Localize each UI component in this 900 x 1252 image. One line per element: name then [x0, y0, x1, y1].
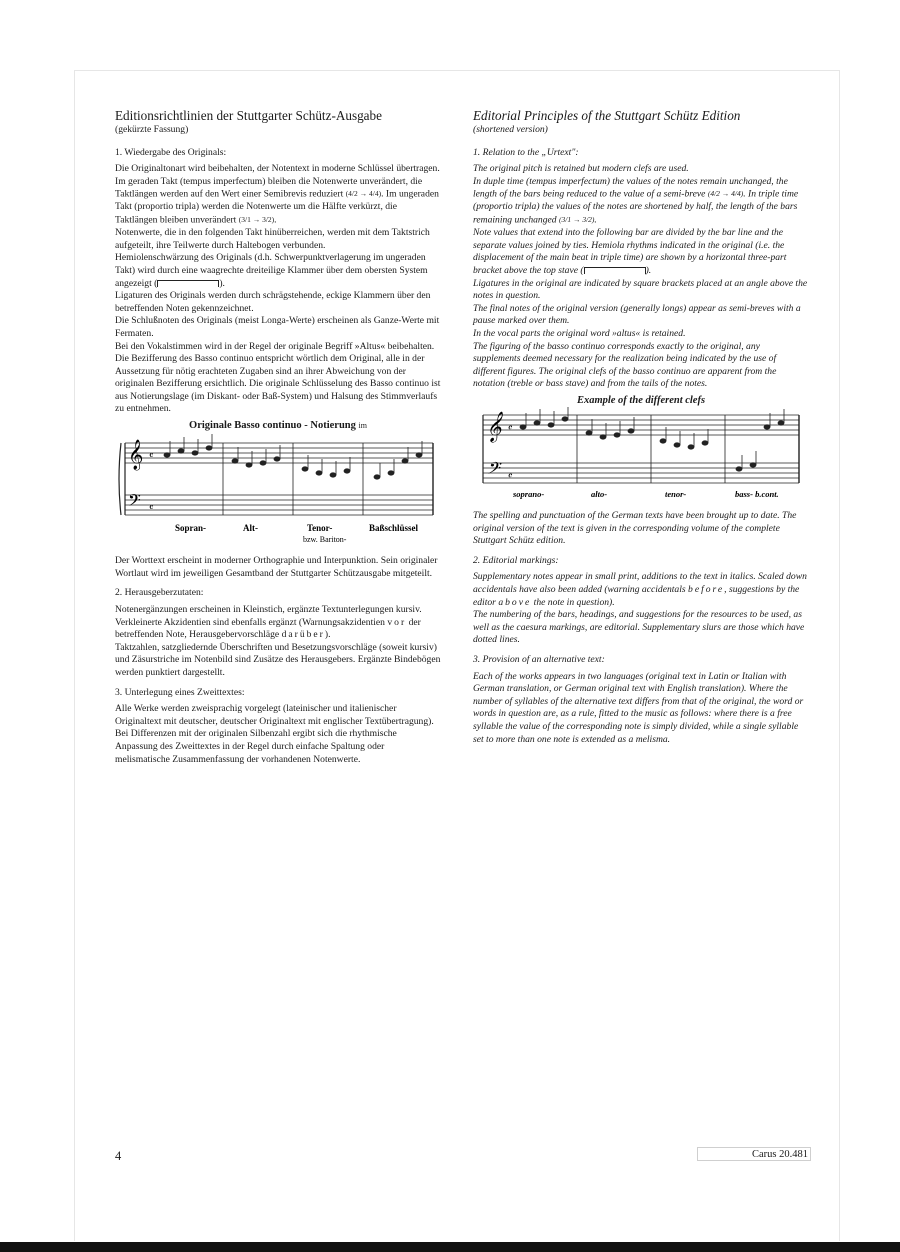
english-section-1-heading: 1. Relation to the „Urtext":	[473, 146, 579, 158]
german-paragraph: Hemiolenschwärzung des Originals (d.h. Schwerpunktverlagerung im ungeraden Takt) wird durch eine waagrechte dreiteilige Klammer über dem obersten System angezeigt ( ).	[115, 252, 428, 289]
english-paragraph: The numbering of the bars, headings, and suggestions for the resources to be used, as well as the caesura markings, are editorial. Supplementary slurs are those which have dotted lines.	[473, 609, 805, 646]
english-paragraph: Ligatures in the original are indicated by square brackets placed at an angle above the notes in question.	[473, 277, 808, 302]
svg-text:𝄴: 𝄴	[149, 450, 154, 462]
svg-text:𝄴: 𝄴	[507, 471, 512, 483]
duple-fraction: (4/2 → 4/4)	[707, 189, 744, 199]
english-text: Note values that extend into the following bar are divided by the bar line and the separate values joined by ties. Hemiola rhythms indicated in the original (i.e. the displacement of the main beat in triple time) are shown by a horizontal three-part bracket above the top stave (	[473, 227, 787, 276]
english-paragraph: Note values that extend into the following bar are divided by the bar line and the separate values joined by ties. Hemiola rhythms indicated in the original (i.e. the displacement of the main beat in triple time) are shown by a horizontal three-part bracket above the top stave ( ).	[473, 227, 787, 276]
spaced-word-darueber: darüber	[281, 629, 325, 641]
english-section-2-heading: 2. Editorial markings:	[473, 554, 559, 566]
german-paragraph	[115, 604, 441, 642]
german-paragraph: Notenwerte, die in den folgenden Takt hinüberreichen, werden mit dem Taktstrich aufgeteilt, ihre Teilwerte durch Haltebogen verbunden.	[115, 227, 430, 251]
duple-fraction: (4/2 → 4/4)	[345, 189, 382, 199]
english-paragraph: The final notes of the original version (generally longs) appear as semi-breves with a pause marked over them.	[473, 302, 801, 327]
label-bassschluessel: Baßschlüssel	[369, 522, 419, 533]
caption-text: Originale Basso continuo - Notierung	[189, 420, 356, 432]
english-text: Supplementary notes appear in small print, additions to the text in italics. Scaled down accidentals have also been added (warning accidentals	[473, 571, 807, 596]
german-title: Editionsrichtlinien der Stuttgarter Schütz-Ausgabe	[115, 108, 382, 123]
english-paragraph: In duple time (tempus imperfectum) the values of the notes remain unchanged, the length of the bars being reduced to the value of a semi-breve (4/2 → 4/4). In triple time (proportio tripla) the values of the notes are shortened by half, the length of the bars remaining unchanged (3/1 → 3/2).	[473, 175, 799, 226]
spaced-word-vor: vor	[387, 616, 407, 628]
page-number: 4	[115, 1149, 122, 1163]
german-paragraph: Der Worttext erscheint in moderner Orthographie und Interpunktion. Sein originaler Wortlaut wird im jeweiligen Gesamtband der Stuttgarter Schützausgabe mitgeteilt.	[115, 555, 438, 579]
label-alto: alto-	[591, 489, 608, 500]
german-text: der betreffenden Note, Herausgebervorschläge	[115, 616, 421, 641]
english-text: the note in question).	[531, 596, 615, 608]
german-text: ).	[324, 629, 331, 641]
caption-suffix: im	[358, 421, 367, 431]
german-text: Notenergänzungen erscheinen in Kleinstich, ergänzte Textunterlegungen kursiv. Verkleinerte Akzidentien sind ebenfalls ergänzt (Warnungsakzidentien	[115, 604, 422, 628]
german-subtitle: (gekürzte Fassung)	[115, 124, 189, 135]
spaced-word-above: above	[498, 596, 532, 608]
english-paragraph	[473, 571, 809, 609]
german-music-example	[115, 420, 441, 549]
english-paragraph: In the vocal parts the original word »altus« is retained.	[473, 327, 686, 339]
bottom-edge-bar	[0, 1242, 900, 1252]
german-paragraph: Bei den Vokalstimmen wird in der Regel der originale Begriff »Altus« beibehalten.	[115, 340, 435, 352]
triple-fraction: (3/1 → 3/2)	[558, 215, 595, 225]
label-sopran: Sopran-	[175, 522, 207, 533]
svg-text:𝄴: 𝄴	[149, 502, 154, 514]
label-alt: Alt-	[243, 522, 258, 533]
english-paragraph: The spelling and punctuation of the German texts have been brought up to date. The original version of the text is given in the corresponding volume of the complete Stuttgart Schütz edition.	[473, 510, 797, 547]
english-column	[473, 107, 809, 746]
english-paragraph: The original pitch is retained but modern clefs are used.	[473, 163, 689, 175]
english-text: , suggestions by the editor	[473, 584, 800, 608]
german-text: Hemiolenschwärzung des Originals (d.h. Schwerpunktverlagerung im ungeraden Takt) wird durch eine waagrechte dreiteilige Klammer über dem obersten System angezeigt (	[115, 252, 428, 289]
bass-clef-icon: 𝄢	[128, 491, 141, 514]
english-text: In duple time (tempus imperfectum) the values of the notes remain unchanged, the length of the bars being reduced to the value of a semi-breve	[473, 175, 788, 200]
label-soprano: soprano-	[513, 489, 545, 500]
hemiola-bracket-icon	[157, 280, 219, 287]
english-text: . In triple time (proportio tripla) the values of the notes are shortened by half, the length of the bars remaining unchanged	[473, 188, 799, 226]
german-section-1-heading: 1. Wiedergabe des Originals:	[115, 146, 227, 158]
note-heads	[520, 407, 784, 471]
triple-fraction: (3/1 → 3/2)	[238, 215, 275, 225]
german-music-staff	[115, 433, 441, 545]
german-paragraph: Die Bezifferung des Basso continuo entspricht wörtlich dem Original, alle in der Aussetzung für nötig erachteten Zugaben sind an ihrer Abweichung von der originalen Bezifferung ersichtlich. Die originale Schlüsselung des Basso continuo ist aus Notierungslage (im Diskant- oder Baß-System) und Halsung des Stimmverlaufs zu entnehmen.	[115, 353, 441, 415]
english-title: Editorial Principles of the Stuttgart Schütz Edition	[473, 108, 741, 123]
document-page	[74, 70, 840, 1241]
label-tenor: Tenor-	[307, 522, 333, 533]
german-paragraph: Die Schlußnoten des Originals (meist Longa-Werte) erscheinen als Ganze-Werte mit Fermaten.	[115, 315, 440, 339]
svg-text:𝄴: 𝄴	[507, 423, 512, 435]
german-paragraph: Ligaturen des Originals werden durch schrägstehende, eckige Klammern über den betreffenden Noten gekennzeichnet.	[115, 290, 431, 314]
label-tenor: tenor-	[665, 489, 687, 500]
bass-clef-icon: 𝄢	[486, 460, 499, 483]
english-music-example	[473, 395, 809, 504]
german-section-3-heading: 3. Unterlegung eines Zweittextes:	[115, 686, 245, 698]
catalog-number: Carus 20.481	[697, 1147, 811, 1161]
german-paragraph: Die Originaltonart wird beibehalten, der Notentext in moderne Schlüssel übertragen.	[115, 163, 440, 175]
spaced-word-before: before	[688, 584, 725, 596]
english-music-staff	[473, 407, 809, 499]
english-paragraph: Each of the works appears in two languages (original text in Latin or Italian with German translation, or German original text with English translation). Where the number of syllables of the alternative text differs from that of the original, the word or words in question are, as a rule, fitted to the music as follows: where there is a free syllable the value of the corresponding note is simply divided, while a single syllable set to more than one note is extended as a melisma.	[473, 670, 804, 745]
hemiola-bracket-icon	[584, 267, 646, 274]
german-section-2-heading: 2. Herausgeberzutaten:	[115, 587, 204, 599]
german-music-caption	[115, 420, 441, 433]
german-paragraph: Alle Werke werden zweisprachig vorgelegt (lateinischer und italienischer Originaltext mit deutscher, deutscher Originaltext mit englischer Textübertragung). Bei Differenzen mit der originalen Silbenzahl ergibt sich die rhythmische Anpassung des Zweittextes in der Regel durch einfache Spaltung oder melismatische Zusammenfassung der vorhandenen Notenwerte.	[115, 703, 434, 765]
german-paragraph: Taktzahlen, satzgliedernde Überschriften und Besetzungsvorschläge (soweit kursiv) und Zäsurstriche im Notenbild sind Zusätze des Herausgebers. Ergänzte Bindebögen werden punktiert dargestellt.	[115, 641, 441, 678]
german-text: . Im ungeraden Takt (proportio tripla) werden die Notenwerte um die Hälfte verkürzt, die Taktlängen bleiben unverändert	[115, 188, 439, 226]
english-paragraph: The figuring of the basso continuo corresponds exactly to the original, any supplements deemed necessary for the realization being indicated by the use of different figures. The original clefs of the basso continuo are apparent from the notation (treble or bass stave) and from the tails of the notes.	[473, 340, 777, 390]
treble-clef-icon: 𝄞	[128, 439, 144, 469]
label-bariton: bzw. Bariton-	[303, 534, 347, 544]
english-subtitle: (shortened version)	[473, 124, 548, 135]
label-bass-bcont: bass- b.cont.	[735, 489, 779, 500]
german-paragraph: Im geraden Takt (tempus imperfectum) bleiben die Notenwerte unverändert, die Taktlängen werden auf den Wert einer Semibrevis reduziert (4/2 → 4/4). Im ungeraden Takt (proportio tripla) werden die Notenwerte um die Hälfte verkürzt, die Taktlängen bleiben unverändert (3/1 → 3/2).	[115, 175, 439, 226]
treble-clef-icon: 𝄞	[486, 412, 502, 442]
german-column	[115, 107, 441, 766]
english-music-caption: Example of the different clefs	[576, 394, 706, 406]
german-text: Im geraden Takt (tempus imperfectum) bleiben die Notenwerte unverändert, die Taktlängen werden auf den Wert einer Semibrevis reduziert	[115, 175, 423, 200]
english-section-3-heading: 3. Provision of an alternative text:	[473, 654, 605, 665]
